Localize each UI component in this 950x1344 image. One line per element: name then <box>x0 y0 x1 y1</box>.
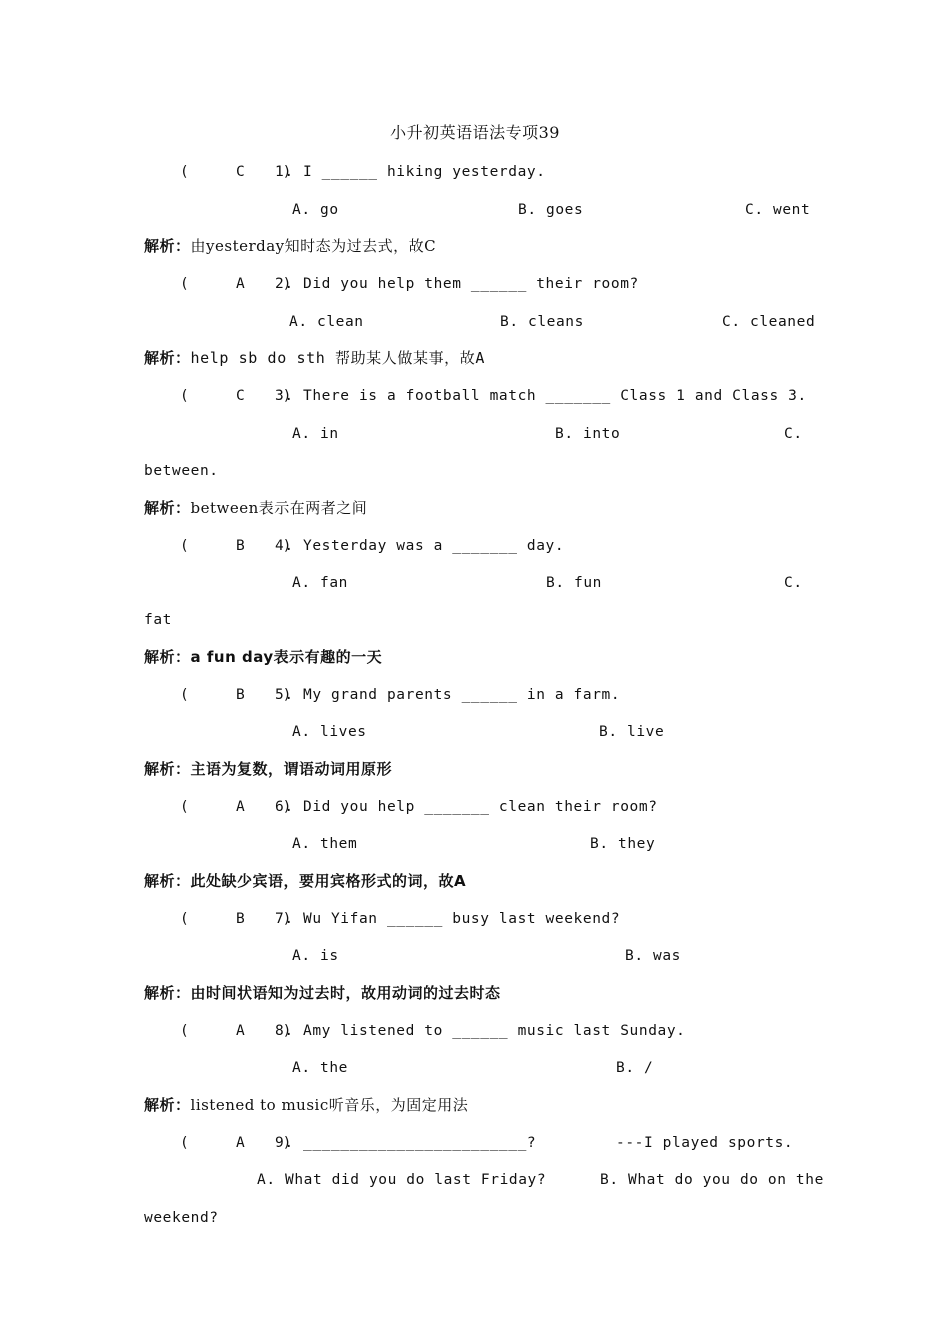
q2-option-c: C. cleaned <box>722 314 816 330</box>
q1-stem: 1. I ______ hiking yesterday. <box>275 164 546 180</box>
q4-stem: 4. Yesterday was a _______ day. <box>275 538 565 554</box>
q4-answer-paren: ( B ) <box>180 538 292 554</box>
q7-explanation: 由时间状语知为过去时，故用动词的过去时态 <box>190 984 501 1002</box>
q9-option-b: B. What do you do on the <box>600 1172 824 1188</box>
q3-stem: 3. There is a football match _______ Class 1 and Class 3. <box>275 388 807 404</box>
q9-option-a: A. What did you do last Friday? <box>257 1172 547 1188</box>
q4-explanation-row <box>144 647 382 667</box>
q7-answer-paren: ( B ) <box>180 911 292 927</box>
explanation-label: 解析： <box>144 648 191 666</box>
q6-stem: 6. Did you help _______ clean their room? <box>275 799 658 815</box>
q7-option-a: A. is <box>292 948 339 964</box>
q8-option-a: A. the <box>292 1060 348 1076</box>
q8-answer-paren: ( A ) <box>180 1023 292 1039</box>
q1-explanation: 由yesterday知时态为过去式，故C <box>190 237 437 255</box>
q5-option-b: B. live <box>599 724 665 740</box>
q8-explanation-row <box>144 1095 468 1115</box>
q3-option-c-wrap: between. <box>144 463 219 479</box>
q2-answer-paren: ( A ) <box>180 276 292 292</box>
explanation-label: 解析： <box>144 1096 191 1114</box>
q9-answer-paren: ( A ) <box>180 1135 292 1151</box>
q6-option-a: A. them <box>292 836 358 852</box>
q3-answer-paren: ( C ) <box>180 388 292 404</box>
q1-answer-paren: ( C ) <box>180 164 292 180</box>
q3-option-c: C. <box>784 426 803 442</box>
explanation-label: 解析： <box>144 872 191 890</box>
page-title: 小升初英语语法专项39 <box>390 123 560 142</box>
q8-explanation: listened to music听音乐，为固定用法 <box>190 1096 469 1114</box>
q8-option-b: B. / <box>616 1060 654 1076</box>
explanation-label: 解析： <box>144 760 191 778</box>
q4-option-b: B. fun <box>546 575 602 591</box>
q6-explanation: 此处缺少宾语，要用宾格形式的词，故A <box>190 872 467 890</box>
q3-explanation: between表示在两者之间 <box>190 499 368 517</box>
q4-explanation: a fun day表示有趣的一天 <box>190 648 383 666</box>
q7-explanation-row <box>144 983 501 1003</box>
q6-explanation-row <box>144 871 466 891</box>
q2-stem: 2. Did you help them ______ their room? <box>275 276 639 292</box>
q3-option-b: B. into <box>555 426 621 442</box>
q5-option-a: A. lives <box>292 724 367 740</box>
q2-explanation-row <box>144 348 485 368</box>
q4-option-c-wrap: fat <box>144 612 172 628</box>
q1-option-c: C. went <box>745 202 811 218</box>
q5-stem: 5. My grand parents ______ in a farm. <box>275 687 621 703</box>
q6-answer-paren: ( A ) <box>180 799 292 815</box>
q7-stem: 7. Wu Yifan ______ busy last weekend? <box>275 911 621 927</box>
q1-option-a: A. go <box>292 202 339 218</box>
q2-option-a: A. clean <box>289 314 364 330</box>
q5-explanation-row <box>144 759 392 779</box>
q3-option-a: A. in <box>292 426 339 442</box>
q2-explanation: help sb do sth 帮助某人做某事，故A <box>190 349 486 367</box>
explanation-label: 解析： <box>144 984 191 1002</box>
q3-explanation-row <box>144 498 367 518</box>
q7-option-b: B. was <box>625 948 681 964</box>
q4-option-c: C. <box>784 575 803 591</box>
explanation-label: 解析： <box>144 237 191 255</box>
q5-answer-paren: ( B ) <box>180 687 292 703</box>
q4-option-a: A. fan <box>292 575 348 591</box>
q8-stem: 8. Amy listened to ______ music last Sunday. <box>275 1023 686 1039</box>
q1-option-b: B. goes <box>518 202 584 218</box>
q5-explanation: 主语为复数，谓语动词用原形 <box>190 760 393 778</box>
explanation-label: 解析： <box>144 349 191 367</box>
q9-option-b-wrap: weekend? <box>144 1210 219 1226</box>
q9-stem: 9. ________________________? <box>275 1135 537 1151</box>
explanation-label: 解析： <box>144 499 191 517</box>
q2-option-b: B. cleans <box>500 314 584 330</box>
q9-stem-answer: ---I played sports. <box>616 1135 794 1151</box>
q6-option-b: B. they <box>590 836 656 852</box>
q1-explanation-row <box>144 236 436 256</box>
